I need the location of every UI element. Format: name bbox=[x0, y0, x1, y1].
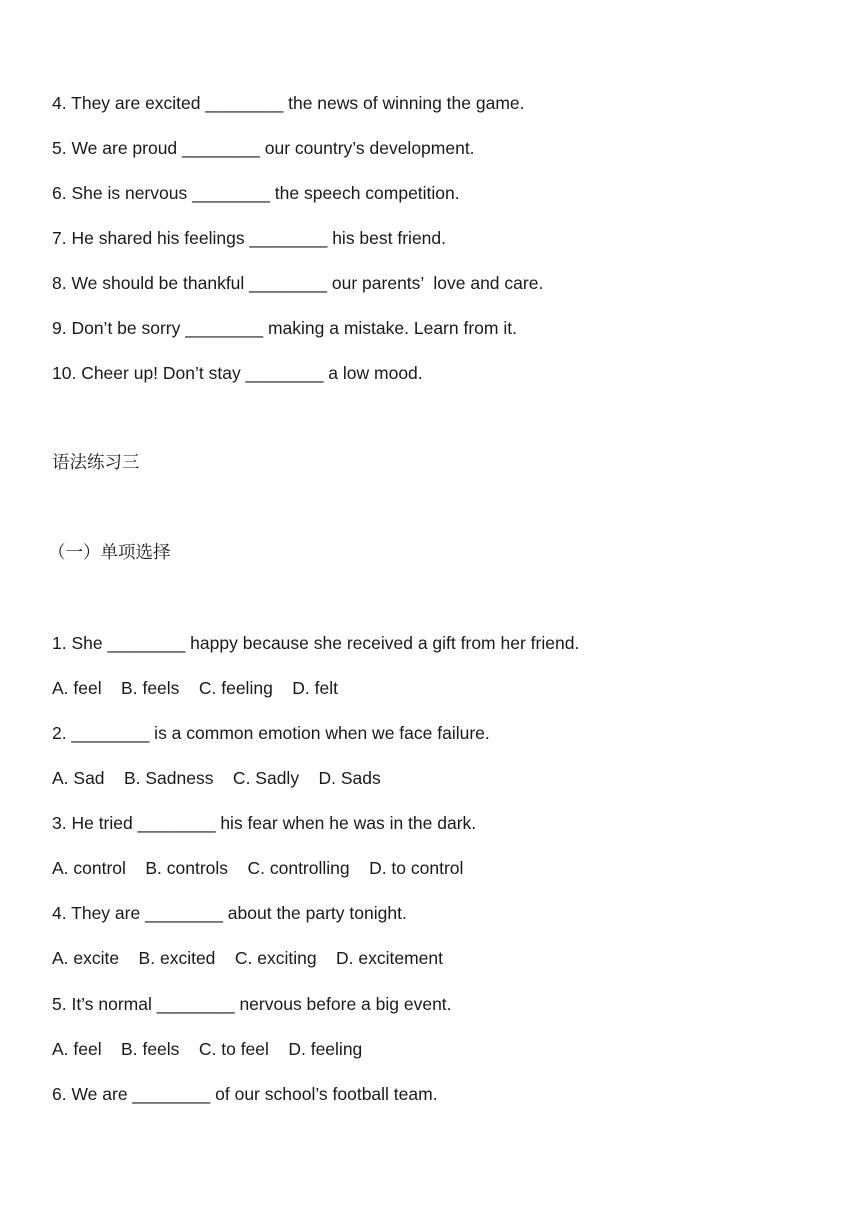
mcq-question-2: 2. ________ is a common emotion when we face failure. bbox=[52, 723, 490, 743]
fill-in-item-10: 10. Cheer up! Don’t stay ________ a low mood. bbox=[52, 363, 423, 383]
fill-in-item-9: 9. Don’t be sorry ________ making a mistake. Learn from it. bbox=[52, 318, 517, 338]
fill-in-item-7: 7. He shared his feelings ________ his best friend. bbox=[52, 228, 447, 248]
fill-in-item-8: 8. We should be thankful ________ our parents’ love and care. bbox=[52, 273, 544, 293]
fill-in-item-5: 5. We are proud ________ our country’s development. bbox=[52, 138, 475, 158]
mcq-options-3: A. control B. controls C. controlling D. to control bbox=[52, 858, 464, 878]
mcq-question-4: 4. They are ________ about the party tonight. bbox=[52, 903, 407, 923]
subsection-title: （一）单项选择 bbox=[48, 543, 171, 563]
mcq-options-1: A. feel B. feels C. feeling D. felt bbox=[52, 678, 338, 698]
mcq-options-4: A. excite B. excited C. exciting D. excitement bbox=[52, 948, 443, 968]
mcq-question-3: 3. He tried ________ his fear when he was in the dark. bbox=[52, 813, 477, 833]
mcq-options-2: A. Sad B. Sadness C. Sadly D. Sads bbox=[52, 768, 381, 788]
mcq-question-1: 1. She ________ happy because she received a gift from her friend. bbox=[52, 633, 580, 653]
section-title: 语法练习三 bbox=[52, 453, 140, 473]
mcq-options-5: A. feel B. feels C. to feel D. feeling bbox=[52, 1039, 363, 1059]
fill-in-item-4: 4. They are excited ________ the news of winning the game. bbox=[52, 93, 525, 113]
mcq-question-5: 5. It’s normal ________ nervous before a big event. bbox=[52, 994, 452, 1014]
fill-in-item-6: 6. She is nervous ________ the speech competition. bbox=[52, 183, 460, 203]
mcq-question-6: 6. We are ________ of our school’s football team. bbox=[52, 1084, 438, 1104]
